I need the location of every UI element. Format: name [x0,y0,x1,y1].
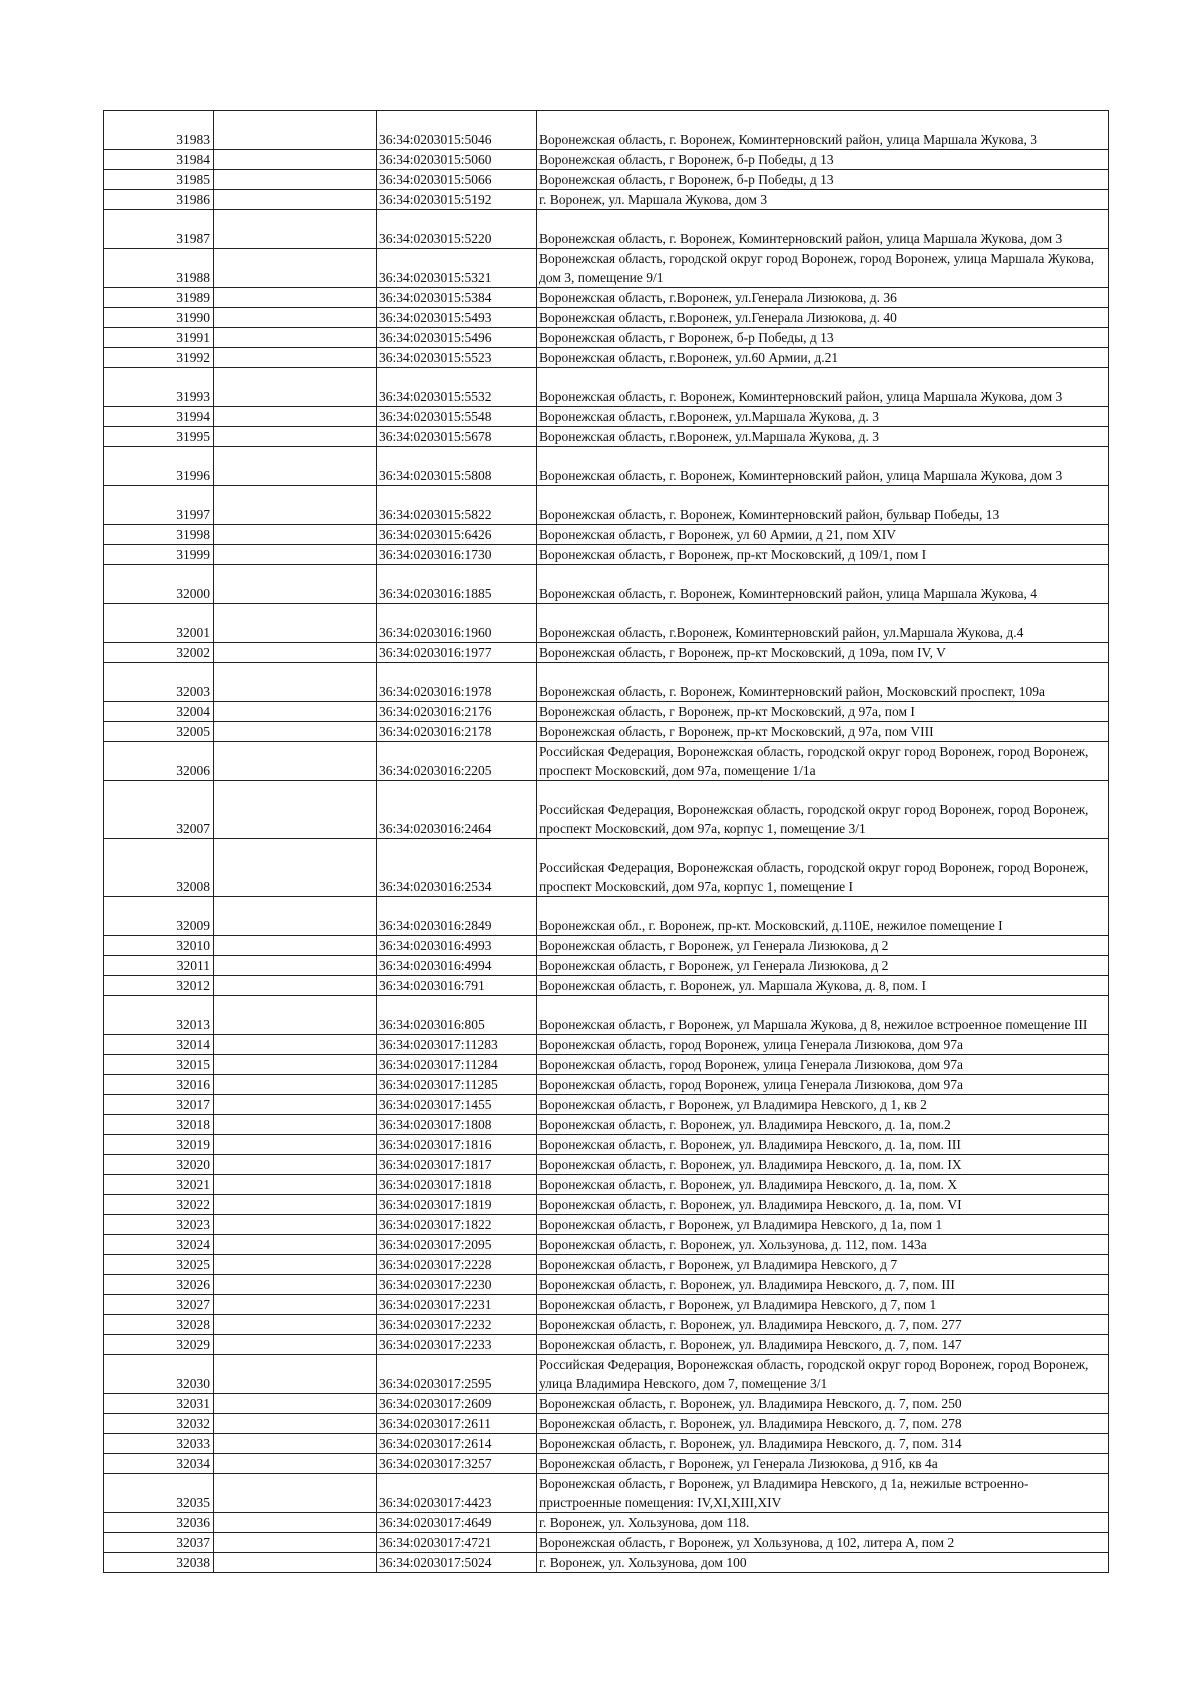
empty-cell [214,663,377,702]
address-cell: Воронежская область, г. Воронеж, Коминтерновский район, улица Маршала Жукова, 4 [537,565,1109,604]
empty-cell [214,328,377,348]
table-row [104,288,1109,308]
table-row [104,897,1109,936]
row-number-cell: 32015 [104,1055,214,1075]
address-cell: Воронежская область, г Воронеж, ул Хользунова, д 102, литера А, пом 2 [537,1533,1109,1553]
row-number-cell: 32025 [104,1255,214,1275]
table-row [104,722,1109,742]
cadastral-number-cell: 36:34:0203016:805 [377,996,537,1035]
address-cell: г. Воронеж, ул. Маршала Жукова, дом 3 [537,190,1109,210]
table-row [104,565,1109,604]
table-row [104,545,1109,565]
row-number-cell: 31995 [104,427,214,447]
row-number-cell: 31992 [104,348,214,368]
cadastral-number-cell: 36:34:0203017:11283 [377,1035,537,1055]
table-row [104,1195,1109,1215]
row-number-cell: 32032 [104,1414,214,1434]
table-row [104,996,1109,1035]
table-row [104,1075,1109,1095]
table-row [104,1553,1109,1573]
cadastral-number-cell: 36:34:0203017:2611 [377,1414,537,1434]
row-number-cell: 32018 [104,1115,214,1135]
address-cell: Воронежская обл., г. Воронеж, пр-кт. Московский, д.110Е, нежилое помещение I [537,897,1109,936]
address-cell: Воронежская область, г Воронеж, ул Владимира Невского, д 7, пом 1 [537,1295,1109,1315]
row-number-cell: 32001 [104,604,214,643]
table-row [104,486,1109,525]
empty-cell [214,976,377,996]
empty-cell [214,604,377,643]
empty-cell [214,249,377,288]
empty-cell [214,1454,377,1474]
table-row [104,742,1109,781]
address-cell: Воронежская область, г. Воронеж, Коминтерновский район, улица Маршала Жукова, дом 3 [537,210,1109,249]
empty-cell [214,897,377,936]
cadastral-number-cell: 36:34:0203017:2614 [377,1434,537,1454]
cadastral-number-cell: 36:34:0203015:5808 [377,447,537,486]
address-cell: Воронежская область, г Воронеж, ул Генерала Лизюкова, д 91б, кв 4а [537,1454,1109,1474]
empty-cell [214,486,377,525]
row-number-cell: 32022 [104,1195,214,1215]
table-row [104,1295,1109,1315]
address-cell: Воронежская область, г. Воронеж, ул. Владимира Невского, д. 1а, пом.2 [537,1115,1109,1135]
cadastral-number-cell: 36:34:0203015:5548 [377,407,537,427]
empty-cell [214,936,377,956]
row-number-cell: 32038 [104,1553,214,1573]
empty-cell [214,1235,377,1255]
address-cell: Воронежская область, г.Воронеж, ул.Маршала Жукова, д. 3 [537,427,1109,447]
address-cell: Российская Федерация, Воронежская область, городской округ город Воронеж, город Воронеж, проспект Московский, дом 97а, корпус 1, помещение 3/1 [537,781,1109,839]
empty-cell [214,1335,377,1355]
row-number-cell: 32005 [104,722,214,742]
row-number-cell: 32030 [104,1355,214,1394]
empty-cell [214,545,377,565]
address-cell: Воронежская область, г. Воронеж, Коминтерновский район, улица Маршала Жукова, дом 3 [537,447,1109,486]
empty-cell [214,1175,377,1195]
cadastral-number-cell: 36:34:0203016:2178 [377,722,537,742]
registry-table-body [104,111,1109,1573]
row-number-cell: 32019 [104,1135,214,1155]
address-cell: Воронежская область, г.Воронеж, ул.60 Армии, д.21 [537,348,1109,368]
empty-cell [214,742,377,781]
row-number-cell: 31983 [104,111,214,150]
cadastral-number-cell: 36:34:0203017:1455 [377,1095,537,1115]
empty-cell [214,1533,377,1553]
row-number-cell: 32011 [104,956,214,976]
cadastral-number-cell: 36:34:0203015:5066 [377,170,537,190]
table-row [104,956,1109,976]
address-cell: Воронежская область, г. Воронеж, Коминтерновский район, улица Маршала Жукова, 3 [537,111,1109,150]
empty-cell [214,839,377,897]
address-cell: Воронежская область, г. Воронеж, ул. Владимира Невского, д. 1а, пом. III [537,1135,1109,1155]
table-row [104,1255,1109,1275]
empty-cell [214,1513,377,1533]
cadastral-number-cell: 36:34:0203016:1885 [377,565,537,604]
empty-cell [214,427,377,447]
empty-cell [214,1055,377,1075]
address-cell: Воронежская область, г Воронеж, б-р Победы, д 13 [537,328,1109,348]
empty-cell [214,643,377,663]
empty-cell [214,1434,377,1454]
table-row [104,1275,1109,1295]
cadastral-number-cell: 36:34:0203015:6426 [377,525,537,545]
cadastral-number-cell: 36:34:0203016:1730 [377,545,537,565]
row-number-cell: 32017 [104,1095,214,1115]
empty-cell [214,1355,377,1394]
row-number-cell: 31991 [104,328,214,348]
row-number-cell: 32008 [104,839,214,897]
cadastral-number-cell: 36:34:0203016:1960 [377,604,537,643]
address-cell: Воронежская область, г.Воронеж, Коминтерновский район, ул.Маршала Жукова, д.4 [537,604,1109,643]
cadastral-number-cell: 36:34:0203015:5220 [377,210,537,249]
cadastral-number-cell: 36:34:0203015:5822 [377,486,537,525]
empty-cell [214,565,377,604]
table-row [104,1155,1109,1175]
empty-cell [214,1295,377,1315]
table-row [104,976,1109,996]
table-row [104,1235,1109,1255]
table-row [104,249,1109,288]
address-cell: г. Воронеж, ул. Хользунова, дом 118. [537,1513,1109,1533]
empty-cell [214,1255,377,1275]
cadastral-number-cell: 36:34:0203017:3257 [377,1454,537,1474]
cadastral-number-cell: 36:34:0203015:5678 [377,427,537,447]
cadastral-number-cell: 36:34:0203017:2228 [377,1255,537,1275]
address-cell: Российская Федерация, Воронежская область, городской округ город Воронеж, город Воронеж, проспект Московский, дом 97а, корпус 1, помещение I [537,839,1109,897]
table-row [104,1335,1109,1355]
row-number-cell: 32012 [104,976,214,996]
address-cell: Воронежская область, г Воронеж, б-р Победы, д 13 [537,150,1109,170]
cadastral-number-cell: 36:34:0203016:2849 [377,897,537,936]
table-row [104,150,1109,170]
table-row [104,1095,1109,1115]
table-row [104,702,1109,722]
cadastral-number-cell: 36:34:0203017:4423 [377,1474,537,1513]
address-cell: Воронежская область, г. Воронеж, Коминтерновский район, бульвар Победы, 13 [537,486,1109,525]
address-cell: Воронежская область, г Воронеж, пр-кт Московский, д 97а, пом VIII [537,722,1109,742]
row-number-cell: 32023 [104,1215,214,1235]
table-row [104,1135,1109,1155]
row-number-cell: 32007 [104,781,214,839]
empty-cell [214,1195,377,1215]
cadastral-number-cell: 36:34:0203017:4649 [377,1513,537,1533]
cadastral-number-cell: 36:34:0203016:791 [377,976,537,996]
row-number-cell: 31994 [104,407,214,427]
row-number-cell: 31999 [104,545,214,565]
table-row [104,190,1109,210]
empty-cell [214,1035,377,1055]
empty-cell [214,308,377,328]
empty-cell [214,288,377,308]
row-number-cell: 31989 [104,288,214,308]
row-number-cell: 32009 [104,897,214,936]
cadastral-number-cell: 36:34:0203016:1978 [377,663,537,702]
empty-cell [214,368,377,407]
cadastral-number-cell: 36:34:0203015:5496 [377,328,537,348]
empty-cell [214,150,377,170]
table-row [104,1533,1109,1553]
address-cell: Воронежская область, г. Воронеж, ул. Владимира Невского, д. 7, пом. III [537,1275,1109,1295]
cadastral-number-cell: 36:34:0203017:1816 [377,1135,537,1155]
table-row [104,1215,1109,1235]
address-cell: Воронежская область, г.Воронеж, ул.Генерала Лизюкова, д. 40 [537,308,1109,328]
address-cell: Воронежская область, г Воронеж, пр-кт Московский, д 109а, пом IV, V [537,643,1109,663]
address-cell: Российская Федерация, Воронежская область, городской округ город Воронеж, город Воронеж, проспект Московский, дом 97а, помещение 1/1а [537,742,1109,781]
table-row [104,663,1109,702]
table-row [104,210,1109,249]
row-number-cell: 31987 [104,210,214,249]
row-number-cell: 31988 [104,249,214,288]
address-cell: Воронежская область, г. Воронеж, ул. Хользунова, д. 112, пом. 143а [537,1235,1109,1255]
empty-cell [214,111,377,150]
table-row [104,447,1109,486]
table-row [104,1434,1109,1454]
empty-cell [214,348,377,368]
address-cell: Воронежская область, г. Воронеж, ул. Владимира Невского, д. 7, пом. 314 [537,1434,1109,1454]
table-row [104,525,1109,545]
row-number-cell: 31986 [104,190,214,210]
empty-cell [214,781,377,839]
row-number-cell: 32014 [104,1035,214,1055]
address-cell: г. Воронеж, ул. Хользунова, дом 100 [537,1553,1109,1573]
cadastral-number-cell: 36:34:0203017:5024 [377,1553,537,1573]
address-cell: Воронежская область, г Воронеж, б-р Победы, д 13 [537,170,1109,190]
cadastral-number-cell: 36:34:0203016:2534 [377,839,537,897]
address-cell: Воронежская область, г Воронеж, ул Генерала Лизюкова, д 2 [537,956,1109,976]
cadastral-number-cell: 36:34:0203017:2609 [377,1394,537,1414]
empty-cell [214,956,377,976]
address-cell: Воронежская область, г. Воронеж, ул. Владимира Невского, д. 1а, пом. VI [537,1195,1109,1215]
table-row [104,1454,1109,1474]
address-cell: Воронежская область, г Воронеж, ул Маршала Жукова, д 8, нежилое встроенное помещение III [537,996,1109,1035]
cadastral-number-cell: 36:34:0203016:4993 [377,936,537,956]
address-cell: Воронежская область, г. Воронеж, ул. Владимира Невского, д. 1а, пом. IX [537,1155,1109,1175]
address-cell: Воронежская область, г Воронеж, ул Владимира Невского, д 1а, нежилые встроенно-пристроенные помещения: IV,XI,XIII,XIV [537,1474,1109,1513]
cadastral-number-cell: 36:34:0203017:1818 [377,1175,537,1195]
row-number-cell: 32031 [104,1394,214,1414]
address-cell: Воронежская область, город Воронеж, улица Генерала Лизюкова, дом 97а [537,1075,1109,1095]
address-cell: Воронежская область, г. Воронеж, ул. Маршала Жукова, д. 8, пом. I [537,976,1109,996]
empty-cell [214,1115,377,1135]
table-row [104,1055,1109,1075]
empty-cell [214,525,377,545]
table-row [104,839,1109,897]
address-cell: Воронежская область, город Воронеж, улица Генерала Лизюкова, дом 97а [537,1055,1109,1075]
cadastral-number-cell: 36:34:0203017:2232 [377,1315,537,1335]
table-row [104,604,1109,643]
row-number-cell: 32000 [104,565,214,604]
empty-cell [214,1315,377,1335]
cadastral-number-cell: 36:34:0203017:1822 [377,1215,537,1235]
row-number-cell: 32029 [104,1335,214,1355]
address-cell: Российская Федерация, Воронежская область, городской округ город Воронеж, город Воронеж, улица Владимира Невского, дом 7, помещение 3/1 [537,1355,1109,1394]
address-cell: Воронежская область, г Воронеж, пр-кт Московский, д 109/1, пом I [537,545,1109,565]
table-row [104,1175,1109,1195]
row-number-cell: 32026 [104,1275,214,1295]
cadastral-number-cell: 36:34:0203017:2095 [377,1235,537,1255]
registry-table [103,110,1109,1573]
empty-cell [214,1474,377,1513]
address-cell: Воронежская область, г. Воронеж, ул. Владимира Невского, д. 7, пом. 147 [537,1335,1109,1355]
table-row [104,1513,1109,1533]
table-row [104,1115,1109,1135]
empty-cell [214,1553,377,1573]
address-cell: Воронежская область, г. Воронеж, Коминтерновский район, Московский проспект, 109а [537,663,1109,702]
row-number-cell: 32037 [104,1533,214,1553]
table-row [104,1414,1109,1434]
table-row [104,368,1109,407]
cadastral-number-cell: 36:34:0203017:2230 [377,1275,537,1295]
cadastral-number-cell: 36:34:0203015:5523 [377,348,537,368]
table-row [104,407,1109,427]
empty-cell [214,722,377,742]
cadastral-number-cell: 36:34:0203017:2233 [377,1335,537,1355]
cadastral-number-cell: 36:34:0203017:1819 [377,1195,537,1215]
cadastral-number-cell: 36:34:0203017:4721 [377,1533,537,1553]
row-number-cell: 31997 [104,486,214,525]
cadastral-number-cell: 36:34:0203017:11284 [377,1055,537,1075]
table-row [104,936,1109,956]
empty-cell [214,1155,377,1175]
row-number-cell: 32020 [104,1155,214,1175]
table-row [104,1394,1109,1414]
address-cell: Воронежская область, г Воронеж, пр-кт Московский, д 97а, пом I [537,702,1109,722]
row-number-cell: 32027 [104,1295,214,1315]
cadastral-number-cell: 36:34:0203017:2231 [377,1295,537,1315]
table-row [104,348,1109,368]
row-number-cell: 32024 [104,1235,214,1255]
table-row [104,781,1109,839]
cadastral-number-cell: 36:34:0203016:1977 [377,643,537,663]
cadastral-number-cell: 36:34:0203015:5321 [377,249,537,288]
row-number-cell: 31985 [104,170,214,190]
row-number-cell: 32033 [104,1434,214,1454]
table-row [104,643,1109,663]
empty-cell [214,210,377,249]
address-cell: Воронежская область, г Воронеж, ул Генерала Лизюкова, д 2 [537,936,1109,956]
row-number-cell: 32028 [104,1315,214,1335]
cadastral-number-cell: 36:34:0203017:1817 [377,1155,537,1175]
address-cell: Воронежская область, городской округ город Воронеж, город Воронеж, улица Маршала Жукова, дом 3, помещение 9/1 [537,249,1109,288]
cadastral-number-cell: 36:34:0203016:2464 [377,781,537,839]
empty-cell [214,1394,377,1414]
address-cell: Воронежская область, г.Воронеж, ул.Маршала Жукова, д. 3 [537,407,1109,427]
row-number-cell: 31993 [104,368,214,407]
row-number-cell: 32003 [104,663,214,702]
cadastral-number-cell: 36:34:0203015:5384 [377,288,537,308]
cadastral-number-cell: 36:34:0203017:11285 [377,1075,537,1095]
empty-cell [214,1095,377,1115]
cadastral-number-cell: 36:34:0203015:5060 [377,150,537,170]
cadastral-number-cell: 36:34:0203015:5493 [377,308,537,328]
row-number-cell: 32016 [104,1075,214,1095]
address-cell: Воронежская область, г.Воронеж, ул.Генерала Лизюкова, д. 36 [537,288,1109,308]
address-cell: Воронежская область, г. Воронеж, ул. Владимира Невского, д. 7, пом. 277 [537,1315,1109,1335]
address-cell: Воронежская область, г. Воронеж, Коминтерновский район, улица Маршала Жукова, дом 3 [537,368,1109,407]
row-number-cell: 32021 [104,1175,214,1195]
address-cell: Воронежская область, г Воронеж, ул Владимира Невского, д 7 [537,1255,1109,1275]
row-number-cell: 31990 [104,308,214,328]
table-row [104,1035,1109,1055]
cadastral-number-cell: 36:34:0203016:2205 [377,742,537,781]
row-number-cell: 31996 [104,447,214,486]
row-number-cell: 32036 [104,1513,214,1533]
table-row [104,427,1109,447]
row-number-cell: 31984 [104,150,214,170]
empty-cell [214,996,377,1035]
table-row [104,328,1109,348]
row-number-cell: 32006 [104,742,214,781]
row-number-cell: 31998 [104,525,214,545]
row-number-cell: 32002 [104,643,214,663]
cadastral-number-cell: 36:34:0203017:2595 [377,1355,537,1394]
cadastral-number-cell: 36:34:0203015:5046 [377,111,537,150]
empty-cell [214,702,377,722]
table-row [104,111,1109,150]
empty-cell [214,1135,377,1155]
cadastral-number-cell: 36:34:0203015:5192 [377,190,537,210]
row-number-cell: 32034 [104,1454,214,1474]
table-row [104,170,1109,190]
cadastral-number-cell: 36:34:0203016:4994 [377,956,537,976]
address-cell: Воронежская область, г Воронеж, ул Владимира Невского, д 1, кв 2 [537,1095,1109,1115]
empty-cell [214,1414,377,1434]
empty-cell [214,1275,377,1295]
address-cell: Воронежская область, г. Воронеж, ул. Владимира Невского, д. 7, пом. 278 [537,1414,1109,1434]
cadastral-number-cell: 36:34:0203016:2176 [377,702,537,722]
address-cell: Воронежская область, г Воронеж, ул 60 Армии, д 21, пом XIV [537,525,1109,545]
address-cell: Воронежская область, г. Воронеж, ул. Владимира Невского, д. 1а, пом. X [537,1175,1109,1195]
row-number-cell: 32004 [104,702,214,722]
address-cell: Воронежская область, г Воронеж, ул Владимира Невского, д 1а, пом 1 [537,1215,1109,1235]
cadastral-number-cell: 36:34:0203017:1808 [377,1115,537,1135]
address-cell: Воронежская область, г. Воронеж, ул. Владимира Невского, д. 7, пом. 250 [537,1394,1109,1414]
empty-cell [214,447,377,486]
empty-cell [214,190,377,210]
empty-cell [214,1215,377,1235]
table-row [104,308,1109,328]
empty-cell [214,1075,377,1095]
address-cell: Воронежская область, город Воронеж, улица Генерала Лизюкова, дом 97а [537,1035,1109,1055]
row-number-cell: 32013 [104,996,214,1035]
table-row [104,1315,1109,1335]
table-row [104,1355,1109,1394]
empty-cell [214,170,377,190]
row-number-cell: 32035 [104,1474,214,1513]
table-row [104,1474,1109,1513]
row-number-cell: 32010 [104,936,214,956]
cadastral-number-cell: 36:34:0203015:5532 [377,368,537,407]
empty-cell [214,407,377,427]
